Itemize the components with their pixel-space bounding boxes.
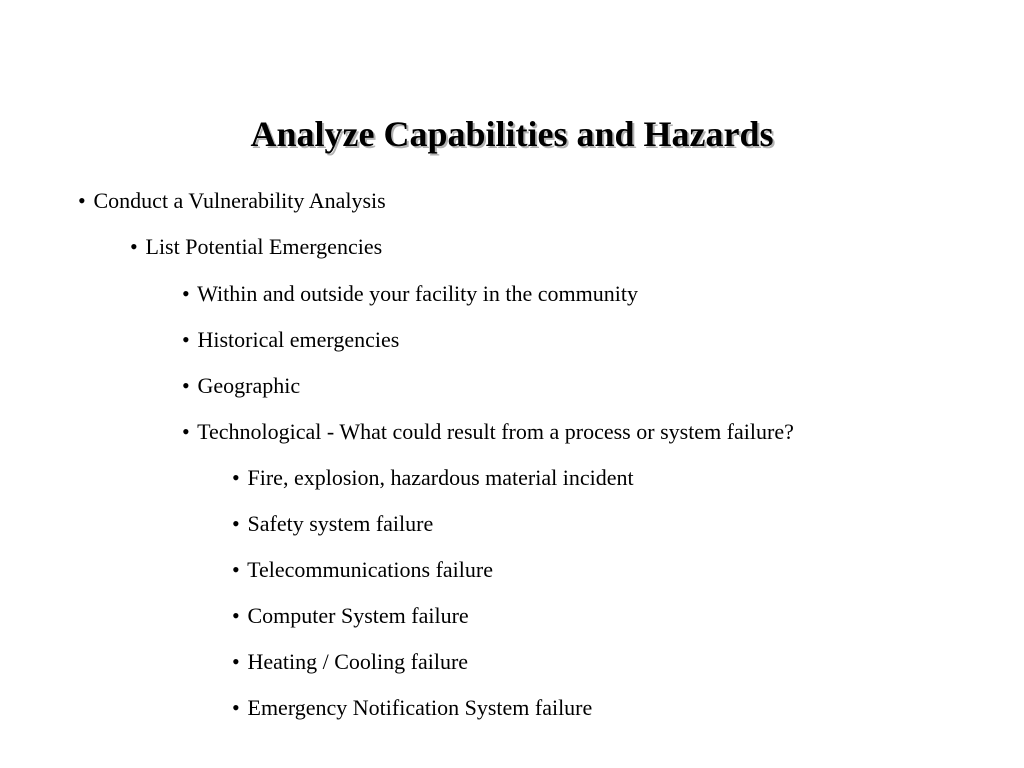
bullet-text: Within and outside your facility in the community xyxy=(197,281,638,306)
bullet-item xyxy=(232,557,493,583)
bullet-item xyxy=(182,281,638,307)
bullet-text: Heating / Cooling failure xyxy=(247,649,469,674)
bullet-dot: • xyxy=(232,603,240,628)
bullet-dot: • xyxy=(130,234,138,259)
bullet-item xyxy=(182,373,300,399)
bullet-text: Historical emergencies xyxy=(197,327,400,352)
bullet-item xyxy=(232,649,468,675)
bullet-item xyxy=(182,327,399,353)
bullet-dot: • xyxy=(232,557,240,582)
bullet-item xyxy=(78,188,386,214)
bullet-item xyxy=(232,603,469,629)
bullet-dot: • xyxy=(182,373,190,398)
bullet-dot: • xyxy=(232,695,240,720)
bullet-item xyxy=(232,695,592,721)
bullet-item xyxy=(130,234,382,260)
bullet-text: Telecommunications failure xyxy=(247,557,493,582)
bullet-item xyxy=(232,465,634,491)
bullet-item xyxy=(182,419,794,445)
bullet-text: Conduct a Vulnerability Analysis xyxy=(93,188,386,213)
bullet-item xyxy=(232,511,433,537)
bullet-text: Computer System failure xyxy=(247,603,469,628)
bullet-dot: • xyxy=(232,465,240,490)
bullet-text: List Potential Emergencies xyxy=(145,234,383,259)
bullet-dot: • xyxy=(182,281,190,306)
bullet-text: Safety system failure xyxy=(247,511,434,536)
bullet-text: Technological - What could result from a process or system failure? xyxy=(197,419,794,444)
bullet-text: Geographic xyxy=(197,373,301,398)
bullet-text: Emergency Notification System failure xyxy=(247,695,593,720)
bullet-dot: • xyxy=(182,419,190,444)
bullet-dot: • xyxy=(232,649,240,674)
bullet-dot: • xyxy=(182,327,190,352)
bullet-text: Fire, explosion, hazardous material incident xyxy=(247,465,634,490)
bullet-dot: • xyxy=(78,188,86,213)
slide-title: Analyze Capabilities and Hazards xyxy=(250,114,774,154)
bullet-dot: • xyxy=(232,511,240,536)
